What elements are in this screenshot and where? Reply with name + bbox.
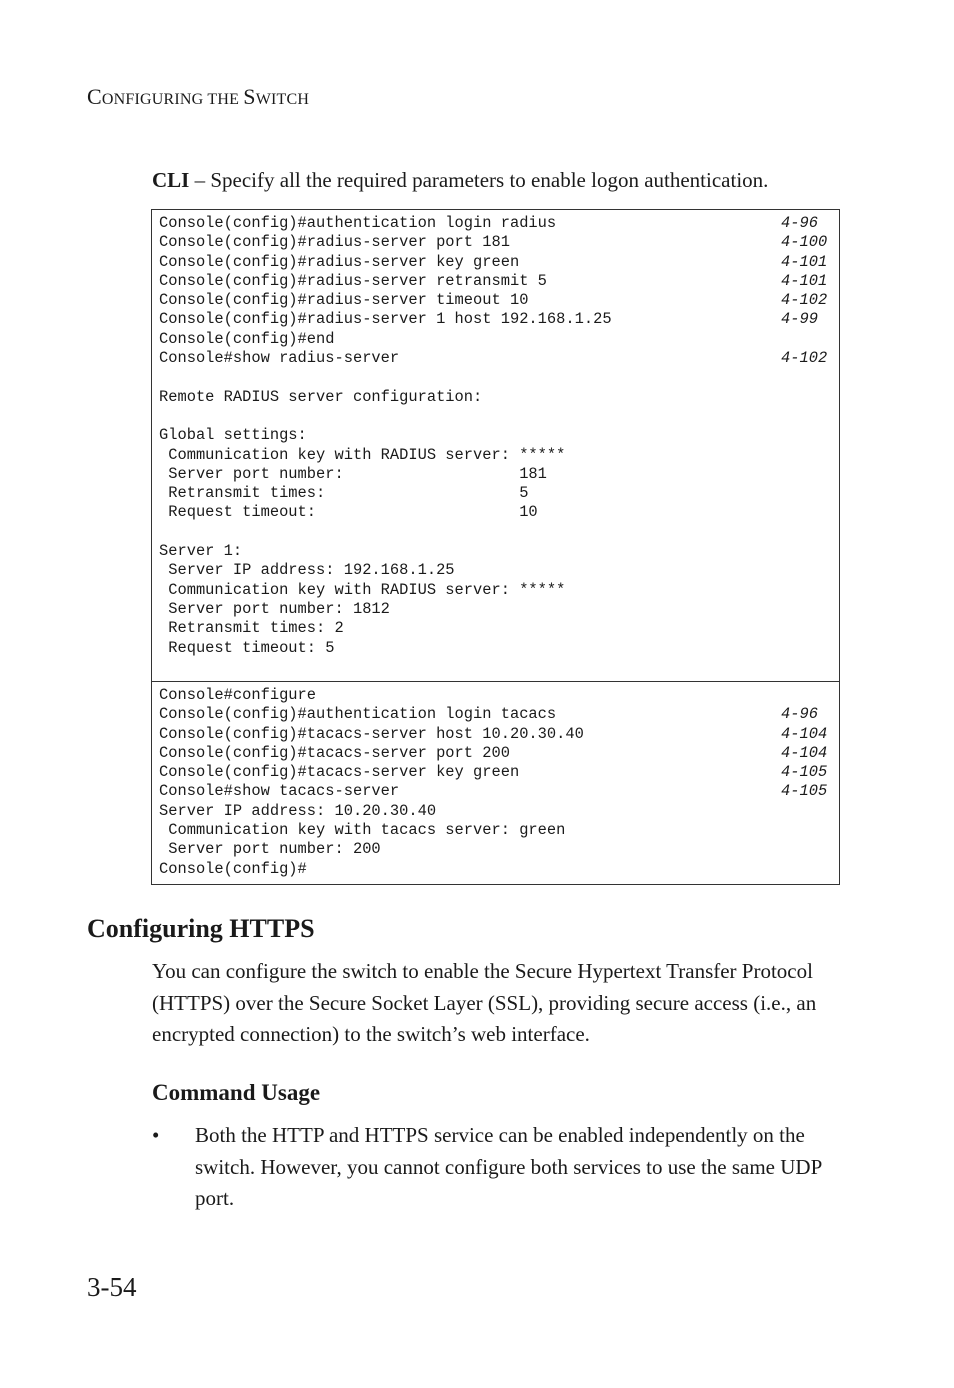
code-command: Communication key with RADIUS server: ***** (159, 580, 566, 599)
section-paragraph: You can configure the switch to enable the Secure Hypertext Transfer Protocol (HTTPS) over the Secure Socket Layer (SSL), providing secure access (i.e., an encrypted connection) to the switch’s web interface. (152, 959, 817, 1047)
code-line (159, 253, 831, 272)
code-command: Communication key with tacacs server: green (159, 821, 566, 840)
code-line (159, 388, 831, 407)
code-command: Console(config)#tacacs-server port 200 (159, 743, 510, 762)
code-command: Communication key with RADIUS server: ***** (159, 445, 566, 464)
code-line (159, 214, 831, 233)
code-line (159, 272, 831, 291)
code-line (159, 782, 831, 801)
code-command: Retransmit times: 5 (159, 484, 529, 503)
code-line (159, 426, 831, 445)
code-command: Console(config)#authentication login tacacs (159, 705, 557, 724)
code-line (159, 725, 831, 744)
header-smallcaps-2: WITCH (255, 91, 310, 108)
running-header (87, 84, 309, 110)
code-line (159, 705, 831, 724)
code-line (159, 619, 831, 638)
code-command: Console#configure (159, 686, 317, 704)
header-initial-s: S (243, 84, 256, 109)
code-line (159, 763, 831, 782)
code-page-reference: 4-105 (781, 763, 828, 782)
code-page-reference: 4-96 (781, 705, 818, 724)
code-line (159, 821, 831, 840)
code-command: Console(config)#authentication login radius (159, 214, 557, 232)
code-line (159, 639, 831, 658)
code-command: Console(config)# (159, 859, 307, 878)
code-command: Console(config)#radius-server 1 host 192.168.1.25 (159, 310, 612, 329)
code-line (159, 291, 831, 310)
code-page-reference: 4-96 (781, 214, 818, 232)
code-command: Server port number: 1812 (159, 599, 390, 618)
code-line (159, 407, 831, 426)
code-command: Global settings: (159, 426, 307, 445)
code-lines-radius (159, 214, 831, 658)
code-page-reference: 4-104 (781, 724, 828, 743)
code-command: Server IP address: 192.168.1.25 (159, 561, 455, 580)
code-line (159, 503, 831, 522)
code-line (159, 860, 831, 879)
code-page-reference: 4-102 (781, 291, 828, 310)
code-line (159, 349, 831, 368)
code-command: Console(config)#radius-server timeout 10 (159, 291, 529, 310)
code-line (159, 600, 831, 619)
cli-intro (152, 168, 768, 193)
code-page-reference: 4-105 (781, 782, 828, 801)
code-command: Console(config)#end (159, 329, 335, 348)
code-command: Console(config)#tacacs-server key green (159, 763, 520, 782)
code-command: Console(config)#tacacs-server host 10.20.30.40 (159, 724, 584, 743)
code-command: Console#show tacacs-server (159, 782, 400, 801)
code-line (159, 330, 831, 349)
header-smallcaps-1: ONFIGURING THE (101, 91, 244, 108)
code-command: Server 1: (159, 542, 243, 561)
code-line (159, 686, 831, 705)
page-number: 3-54 (87, 1272, 137, 1302)
code-line (159, 581, 831, 600)
section-title: Configuring HTTPS (87, 914, 315, 943)
code-line (159, 310, 831, 329)
code-page-reference: 4-99 (781, 310, 818, 329)
code-page-reference: 4-101 (781, 252, 828, 271)
code-command: Request timeout: 10 (159, 503, 538, 522)
code-lines-tacacs (159, 686, 831, 879)
code-line (159, 561, 831, 580)
header-initial-c: C (87, 84, 102, 109)
code-block-tacacs (151, 681, 840, 885)
code-line (159, 744, 831, 763)
code-page-reference: 4-101 (781, 271, 828, 290)
code-command: Server port number: 181 (159, 464, 547, 483)
code-line (159, 446, 831, 465)
code-command: Server IP address: 10.20.30.40 (159, 801, 437, 820)
code-line (159, 542, 831, 561)
code-line (159, 233, 831, 252)
code-line (159, 523, 831, 542)
code-line (159, 465, 831, 484)
code-line (159, 840, 831, 859)
code-page-reference: 4-104 (781, 743, 828, 762)
bullet-mark: • (152, 1123, 160, 1147)
code-block-radius (151, 209, 840, 682)
code-command: Request timeout: 5 (159, 638, 335, 657)
code-page-reference: 4-100 (781, 233, 828, 252)
code-command: Console(config)#radius-server retransmit 5 (159, 271, 547, 290)
code-command: Console#show radius-server (159, 349, 400, 368)
code-line (159, 484, 831, 503)
code-command: Console(config)#radius-server key green (159, 252, 520, 271)
cli-intro-text: – Specify all the required parameters to enable logon authentication. (189, 168, 769, 192)
code-line (159, 368, 831, 387)
code-line (159, 802, 831, 821)
bullet-text: Both the HTTP and HTTPS service can be enabled independently on the switch. However, you cannot configure both services to use the same UDP port. (195, 1123, 822, 1211)
code-page-reference: 4-102 (781, 349, 828, 368)
code-command: Retransmit times: 2 (159, 619, 344, 638)
code-command: Console(config)#radius-server port 181 (159, 233, 510, 252)
code-command: Server port number: 200 (159, 840, 381, 859)
cli-label: CLI (152, 168, 190, 192)
code-command: Remote RADIUS server configuration: (159, 387, 483, 406)
command-usage-title: Command Usage (152, 1080, 321, 1105)
